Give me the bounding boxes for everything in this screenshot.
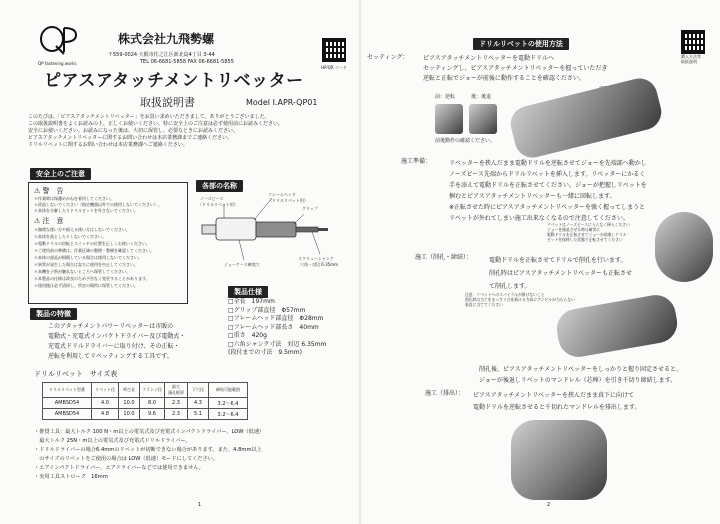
usage-header: ドリルリベットの使用方法 — [473, 38, 569, 50]
page-number: 1 — [198, 502, 202, 508]
features-header: 製品の特徴 — [30, 308, 77, 320]
logo-subtitle: QP fastening works — [38, 61, 77, 66]
spec-checkbox: □ — [228, 298, 234, 305]
drill-attachment-photo — [507, 75, 665, 162]
company-address: 〒559-0024 大阪市住之江区新北島4丁目 3-44 — [108, 52, 215, 58]
qr-caption-2: 購入方法等 取扱説明 — [681, 54, 701, 64]
drill-rivet-size-table — [42, 382, 248, 420]
spec-checkbox: □ — [228, 332, 234, 339]
spec-checkbox: □ — [228, 306, 234, 314]
manual-title: ピアスアタッチメントリベッター — [44, 71, 304, 91]
drill-text: 電動ドリルを正転させてドリルで削孔を行います。 削孔時はピアスアタッチメントリベッターも正転させ て削孔します。 — [489, 257, 632, 290]
back-label: 後：後退 — [471, 94, 492, 100]
label-joint-case: ジョーケース締変穴 — [224, 262, 260, 267]
jaw-front-photo — [435, 104, 463, 134]
jaw-back-photo — [469, 104, 497, 134]
drill-rivet-table-title: ドリルリベット サイズ表 — [34, 370, 118, 378]
caution-icon: ⚠ — [34, 217, 41, 225]
manual-page-2 — [361, 0, 720, 524]
prep-label: 施工準備： — [401, 158, 432, 165]
warning-list: ＊作業時は保護めがねを着用してください。 ＊改造しないでください（指定機器以外での使用しないでください）。 ＊本体を分解したりドリルビットを外さないでください。 — [34, 196, 162, 213]
label-hex: 六角・対辺 6.35mm — [300, 262, 338, 267]
warning-title: ⚠ 警 告 — [34, 187, 64, 195]
setting-label: セッティング： — [367, 54, 409, 61]
drill-note: 注意：リベットへのスパイラルが掛けないこと 削孔時は当てをまっすぐ凸を続ける方向にアンビルが当たらない 垂直に当ててください — [465, 292, 575, 307]
company-name: 株式会社九飛勢螺 — [118, 32, 215, 46]
spec-checkbox: □ — [228, 315, 234, 322]
rivet-insert-photo — [655, 212, 713, 282]
rivet-note: リベットはノーズピースに入らなく挿入ください ジョーを後退させる時は確実に 電動ドリルを正転させてジョーが前進しドリル ビットを保持した状態で正転させてください — [547, 222, 630, 242]
manual-page-1 — [0, 0, 359, 524]
drill-label: 施工（削孔・締結）： — [415, 254, 473, 261]
eject-photo — [511, 420, 607, 500]
table-row: AMBSD54 4.0 10.0 8.0 2.3 4.3 3.2〜6.4 — [43, 398, 248, 409]
warning-icon: ⚠ — [34, 187, 41, 195]
setting-text: ピアスアタッチメントリベッターを電動ドリルへ セッティングし、ピアスアタッチメントリベッターを握っていただき 逆転と正転でジョーが前後に動作することを確認ください。 — [423, 55, 608, 82]
fasten-text: 削孔後、ピアスアタッチメントリベッターをしっかりと握り固定させると、 ジョーが後退しリベットのマンドレル（芯棒）を引き千切り締結します。 — [479, 366, 682, 384]
usage-notes: ・推奨工具：最大トルク 100 N・m以上の電気式及び充電式インパクトドライバー、LOW（低速） 最大トルク 25N・m以上の電気式及び充電式ドリルドライバー。 ・ドリルドライバーの場合6.4mmのリベットが切断できない場合があります。また、4.8mm以上 のサイズのリベットをご使用の場合は LOW（低速）モードにしてください。 ・エアインパクトドライバー、エアドライバーなどでは使用できません。 ・実用工具ストローク 16mm — [34, 429, 265, 480]
company-tel: TEL 06-6681-5858 FAX 06-6681-5855 — [140, 59, 234, 65]
safety-header: 安全上のご注意 — [30, 168, 91, 180]
front-label: 前：逆転 — [435, 94, 456, 100]
parts-header: 各部の名称 — [196, 180, 243, 192]
spec-checkbox: □ — [228, 340, 234, 348]
model-number: Model I.APR-QP01 — [246, 98, 318, 107]
features-text: このアタッチメントパワーリベッターは市販の 電動式・充電式インパクトドライバー及び電動式・ 充電式ドリルドライバーに取り付け、その正転・ 逆転を利用してリベッティングする工具です。 — [48, 323, 186, 360]
parts-diagram — [194, 192, 344, 282]
spec-header: 製品仕様 — [228, 286, 268, 298]
table-header-row: ドリルリベット型番 リベット径 呼び長 フランジ径 最大 頭孔板厚 下穴径 締結可能範囲 — [43, 383, 248, 398]
before-label: 前後動作の確認ください。 — [435, 138, 496, 144]
remove-label: 施工（排出）： — [425, 390, 465, 397]
caution-list: ＊無理な使い方や耐える使い方はしないでください。 ＊本体を落としたりしないでください。 ＊電動ドリルの回転とスイッチの位置を正しくお使いください。 ＊ご使用前の準備は、作業区域の整理・整頓を確認してください。 ＊本体の部品が損傷している場合は使用しないでください。 ＊異常が発生した場合は直ちに使用を中止してください。 ＊本機を子供が触れないところへ保管してください。 ＊本製品の仕様は改良のため予告なく変更することがあります。 ＊使用後は必ず清掃し、所定の場所に保管してください。 — [34, 227, 154, 288]
caution-title: ⚠ 注 意 — [34, 217, 64, 225]
prep-text: リベッターを挟んだまま電動ドリルを逆転させてジョーを先端部へ動かし ノーズピース先端からドリルリベットを挿入します。リベッターにかるく 手を添えて電動ドリルを正転させてください。ジョーが把握しリベットを 掴むとピアスアタッチメントリベッターも一緒に回転します。 ※正転させた時にピアスアタッチメントリベッターを強く握ってしまうと リベットが外れてしまい施工出来なくなるので注意してください。 — [449, 160, 647, 222]
label-drill-bit: （ドリルリベット用） — [198, 202, 238, 207]
label-frame-head-sub: （ドリルリベット用） — [268, 198, 308, 203]
label-nosepiece: ノーズピース — [200, 196, 224, 201]
page-number-2: 2 — [547, 502, 551, 508]
label-frame-head: フレームヘッド — [268, 192, 296, 197]
spec-list: □全長 197mm □グリップ部直径 Φ57mm □フレームヘッド部直径 Φ28mm □フレームヘッド部長さ 40mm □重さ 420g □六角シャンク寸法 対辺 6.35mm (段付までの寸法 9.5mm) — [228, 298, 327, 356]
label-grip: グリップ — [302, 206, 318, 211]
company-logo — [38, 24, 80, 64]
hp-qr-code[interactable] — [322, 38, 346, 62]
label-shank: スクリューシャンク — [298, 256, 334, 261]
remove-text: ピアスアタッチメントリベッターを挟んだまま真下に向けて 電動ドリルを逆転させると千切れたマンドレルを排出します。 — [473, 392, 641, 411]
spec-checkbox: □ — [228, 323, 234, 331]
table-row: AMBSD54 4.8 10.0 9.6 2.3 5.1 3.2〜6.4 — [43, 409, 248, 420]
intro-text: このたびは、「ピアスアタッチメントリベッター」をお買い求めいただきまして、ありがとうございました。 この取扱説明書をよくお読みの上、正しくお使いください。特に安全上のご注意は必ず使用前にお読みください。 安全にお使いください。お読みになった後は、大切に保管し、必要なときにお読みください。 ピアスアタッチメントリベッターに関するお問い合わせは本店業務課までご連絡ください。 ドリルリベットに関するお問い合わせは本店業務課へご連絡ください。 — [28, 114, 284, 148]
qr-caption: HP/QR コード — [321, 65, 347, 70]
purchase-qr-code[interactable] — [681, 30, 705, 54]
manual-subtitle: 取扱説明書 — [140, 96, 195, 109]
